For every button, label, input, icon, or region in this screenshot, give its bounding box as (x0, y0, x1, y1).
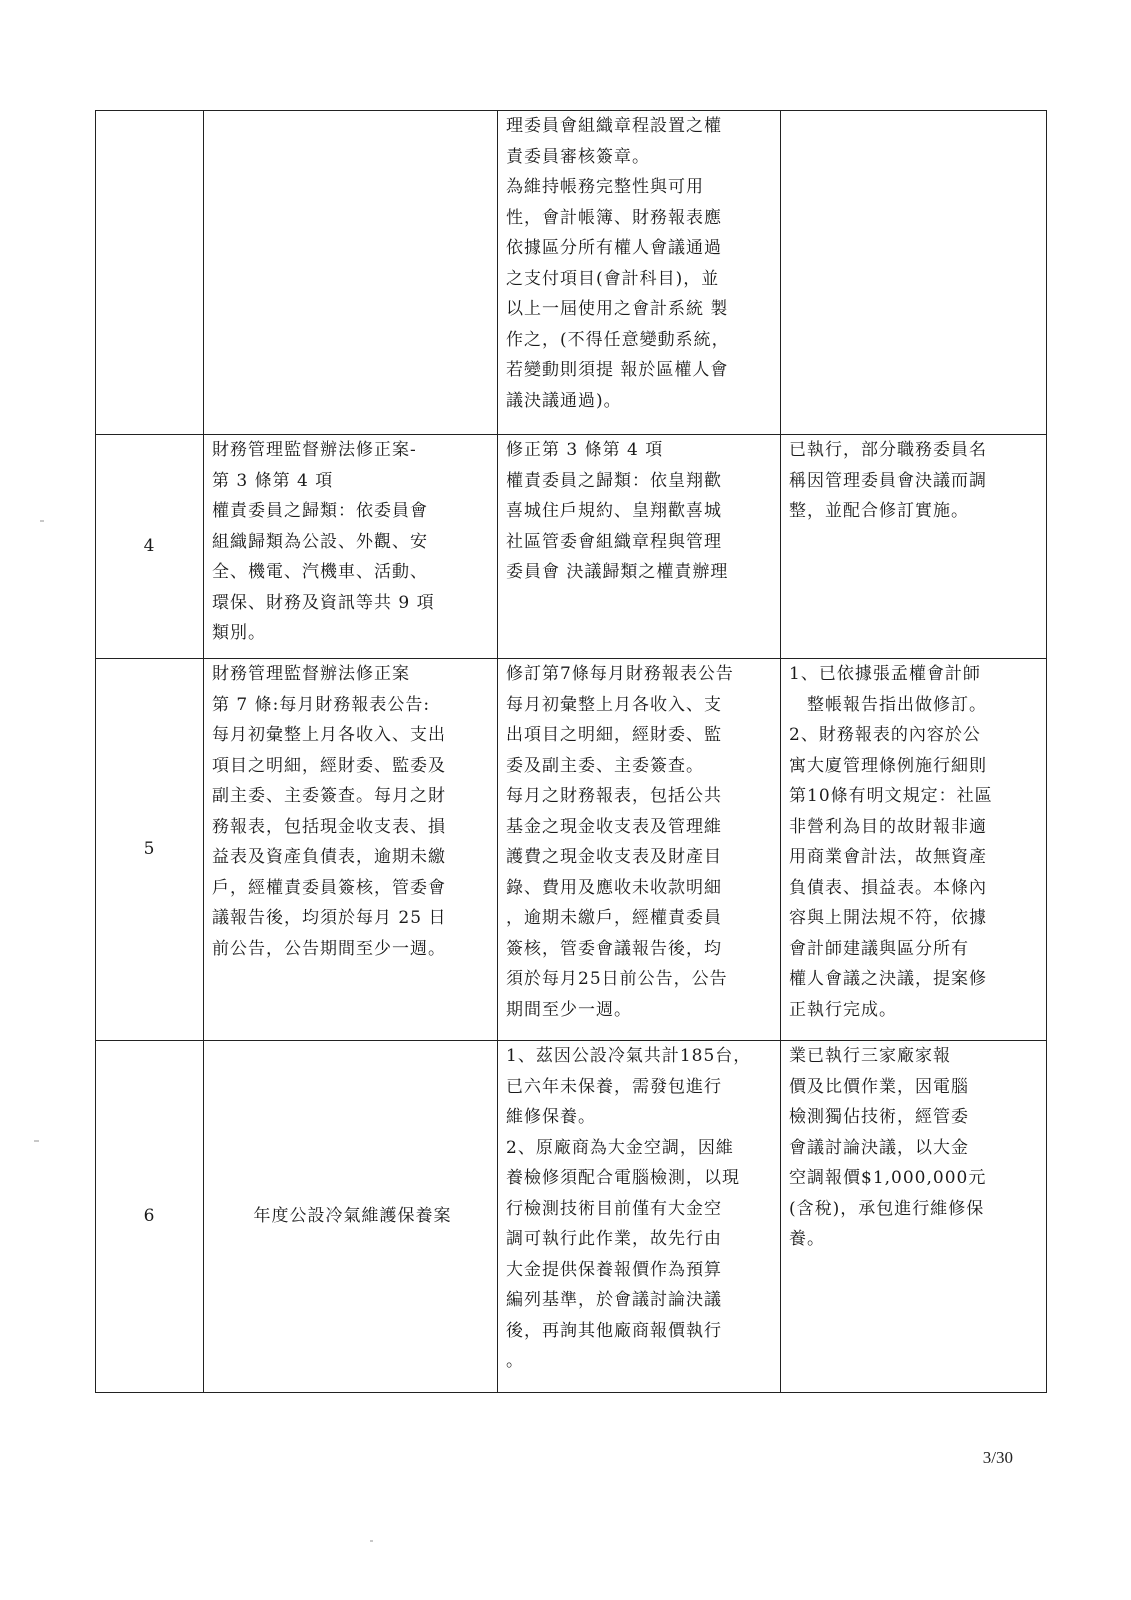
text-line: 第10條有明文規定：社區 (789, 786, 993, 806)
text-line: 理委員會組織章程設置之權 (506, 116, 722, 136)
item-change (498, 435, 781, 659)
text-line: 以上一屆使用之會計系統 製 (506, 299, 729, 319)
text-line: 第 7 條:每月財務報表公告: (212, 694, 431, 715)
text-line: (含稅)，承包進行維修保 (789, 1198, 985, 1219)
text-line: 非營利為目的故財報非適 (789, 816, 987, 837)
text-line: 稱因管理委員會決議而調 (789, 470, 987, 491)
text-line: 喜城住戶規約、皇翔歡喜城 (506, 501, 722, 521)
text-line: 調可執行此作業，故先行由 (506, 1229, 722, 1249)
scan-speck (40, 520, 44, 522)
text-line: 行檢測技術目前僅有大金空 (506, 1198, 722, 1219)
text-line: 期間至少一週。 (506, 999, 632, 1020)
text-line: 每月之財務報表，包括公共 (506, 786, 722, 806)
text-line: 項目之明細，經財委、監委及 (212, 755, 446, 776)
text-line: 空調報價$1,000,000元 (789, 1168, 987, 1188)
text-line: 議報告後，均須於每月 25 日 (212, 908, 447, 928)
text-line: 大金提供保養報價作為預算 (506, 1259, 722, 1280)
text-line: 依據區分所有權人會議通過 (506, 238, 722, 258)
table-row (96, 435, 1047, 659)
text-line: 後，再詢其他廠商報價執行 (506, 1320, 722, 1341)
text-line: 整帳報告指出做修訂。 (789, 694, 987, 715)
text-line: 出項目之明細，經財委、監 (506, 725, 722, 745)
text-line: 會議討論決議，以大金 (789, 1137, 969, 1158)
text-line: ，逾期未繳戶，經權責委員 (506, 908, 722, 928)
item-number: 5 (96, 659, 204, 1041)
text-line: 2、財務報表的內容於公 (789, 725, 981, 745)
text-line: 戶，經權責委員簽核，管委會 (212, 877, 446, 898)
text-line: 全、機電、汽機車、活動、 (212, 562, 428, 582)
text-line: 若變動則須提 報於區權人會 (506, 360, 729, 380)
text-line: 作之，(不得任意變動系統， (506, 329, 730, 350)
item-change (498, 1041, 781, 1393)
text-line: 價及比價作業，因電腦 (789, 1076, 969, 1097)
text-line: 業已執行三家廠家報 (789, 1046, 951, 1066)
table-row (96, 659, 1047, 1041)
text-line: 社區管委會組織章程與管理 (506, 531, 722, 552)
text-line: 類別。 (212, 623, 266, 643)
text-line: 委及副主委、主委簽查。 (506, 755, 704, 776)
text-line: 權人會議之決議，提案修 (789, 969, 987, 989)
text-line: 整，並配合修訂實施。 (789, 501, 969, 521)
text-line: 1、已依據張孟權會計師 (789, 664, 981, 684)
text-line: 每月初彙整上月各收入、支出 (212, 725, 446, 745)
text-line: 益表及資產負債表，逾期未繳 (212, 847, 446, 867)
item-number (96, 111, 204, 435)
item-status (781, 111, 1047, 435)
text-line: 委員會 決議歸類之權責辦理 (506, 562, 729, 582)
text-line: 已執行，部分職務委員名 (789, 440, 987, 460)
scan-speck (370, 1540, 373, 1542)
page-number: 3/30 (982, 1448, 1013, 1467)
item-change (498, 111, 781, 435)
text-line: 責委員審核簽章。 (506, 146, 650, 167)
scan-speck (34, 1140, 39, 1142)
text-line: 用商業會計法，故無資產 (789, 847, 987, 867)
text-line: 修訂第7條每月財務報表公告 (506, 664, 734, 684)
text-line: 性，會計帳簿、財務報表應 (506, 207, 722, 228)
item-status (781, 435, 1047, 659)
text-line: 之支付項目(會計科目)，並 (506, 268, 720, 289)
text-line: 護費之現金收支表及財產目 (506, 847, 722, 867)
text-line: 養檢修須配合電腦檢測，以現 (506, 1168, 740, 1188)
text-line: 1、茲因公設冷氣共計185台， (506, 1046, 752, 1066)
text-line: 檢測獨佔技術，經管委 (789, 1107, 969, 1127)
text-line: 2、原廠商為大金空調，因維 (506, 1137, 734, 1158)
minutes-table (95, 110, 1047, 1393)
table-row (96, 111, 1047, 435)
text-line: 副主委、主委簽查。每月之財 (212, 786, 446, 806)
item-change (498, 659, 781, 1041)
text-line: 。 (506, 1351, 524, 1371)
text-line: 負債表、損益表。本條內 (789, 877, 987, 898)
text-line: 須於每月25日前公告，公告 (506, 969, 728, 989)
text-line: 會計師建議與區分所有 (789, 938, 969, 959)
item-number: 4 (96, 435, 204, 659)
item-number: 6 (96, 1041, 204, 1393)
item-title (204, 659, 498, 1041)
text-line: 議決議通過)。 (506, 390, 622, 411)
item-title (204, 1041, 498, 1393)
text-line: 財務管理監督辦法修正案- (212, 440, 417, 460)
text-line: 環保、財務及資訊等共 9 項 (212, 592, 435, 613)
text-line: 養。 (789, 1229, 825, 1249)
text-line: 已六年未保養，需發包進行 (506, 1076, 722, 1097)
item-title (204, 435, 498, 659)
text-line: 基金之現金收支表及管理維 (506, 816, 722, 837)
text-line: 為維持帳務完整性與可用 (506, 177, 704, 197)
text-line: 權責委員之歸類：依皇翔歡 (506, 470, 722, 491)
item-title (204, 111, 498, 435)
text-line: 錄、費用及應收未收款明細 (506, 877, 722, 898)
text-line: 前公告，公告期間至少一週。 (212, 938, 446, 959)
table-row (96, 1041, 1047, 1393)
text-line: 正執行完成。 (789, 999, 897, 1020)
item-status (781, 1041, 1047, 1393)
text-line: 簽核，管委會議報告後，均 (506, 938, 722, 959)
text-line: 寓大廈管理條例施行細則 (789, 755, 987, 776)
text-line: 容與上開法規不符，依據 (789, 908, 987, 928)
text-line: 第 3 條第 4 項 (212, 470, 334, 491)
text-line: 年度公設冷氣維護保養案 (253, 1206, 452, 1227)
text-line: 每月初彙整上月各收入、支 (506, 694, 722, 715)
text-line: 修正第 3 條第 4 項 (506, 440, 664, 460)
text-line: 編列基準，於會議討論決議 (506, 1290, 722, 1310)
text-line: 權責委員之歸類：依委員會 (212, 501, 428, 521)
item-status (781, 659, 1047, 1041)
text-line: 組織歸類為公設、外觀、安 (212, 531, 428, 552)
text-line: 務報表，包括現金收支表、損 (212, 816, 446, 837)
text-line: 維修保養。 (506, 1107, 596, 1127)
text-line: 財務管理監督辦法修正案 (212, 664, 410, 684)
